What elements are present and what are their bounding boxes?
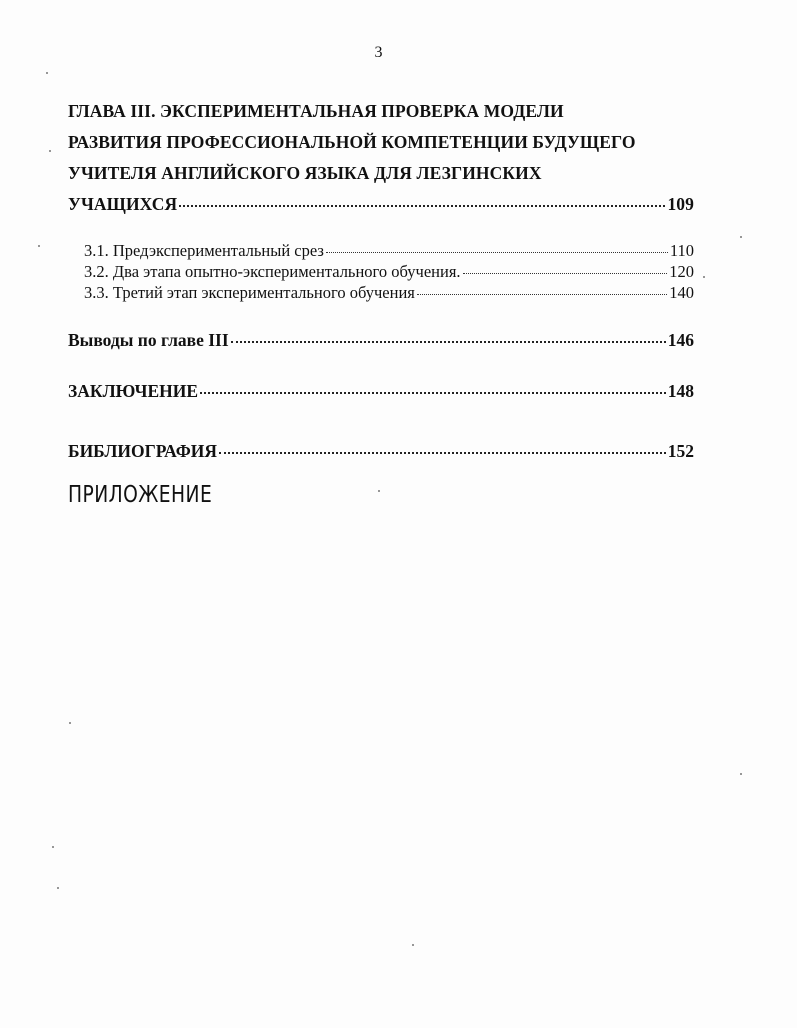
dot-leader — [179, 204, 665, 207]
handwritten-appendix-note: ПРИЛОЖЕНИЕ — [68, 482, 213, 509]
chapter-heading-line-4: УЧАЩИХСЯ — [68, 194, 178, 214]
scan-speck — [740, 236, 742, 238]
scan-speck — [52, 846, 54, 848]
scan-speck — [57, 887, 59, 889]
chapter-heading-last-line — [68, 189, 694, 220]
conclusions-title: Выводы по главе III — [68, 330, 229, 350]
scan-speck — [740, 773, 742, 775]
section-title: 3.2. Два этапа опытно-экспериментального обучения. — [84, 262, 461, 281]
scan-speck — [46, 72, 48, 74]
section-page: 140 — [669, 283, 694, 302]
section-page: 110 — [669, 241, 694, 260]
scan-speck — [69, 722, 71, 724]
scan-speck — [378, 490, 380, 492]
section-title: 3.1. Предэкспериментальный срез — [84, 241, 324, 260]
conclusions-page: 146 — [667, 330, 694, 350]
chapter-heading-line-2: РАЗВИТИЯ ПРОФЕССИОНАЛЬНОЙ КОМПЕТЕНЦИИ БУДУЩЕГО — [68, 132, 636, 152]
scan-speck — [703, 276, 705, 278]
scan-speck — [49, 150, 51, 152]
scan-speck — [38, 245, 40, 247]
section-page: 120 — [669, 262, 694, 281]
section-title: 3.3. Третий этап экспериментального обучения — [84, 283, 415, 302]
toc-entry — [84, 261, 694, 282]
section-list — [84, 240, 694, 303]
chapter-heading-line-1: ГЛАВА III. ЭКСПЕРИМЕНТАЛЬНАЯ ПРОВЕРКА МОДЕЛИ — [68, 101, 564, 121]
chapter-page: 109 — [667, 194, 694, 214]
toc-entry — [84, 282, 694, 303]
toc-entry — [84, 240, 694, 261]
bibliography-page: 152 — [667, 441, 694, 461]
dot-leader — [463, 272, 668, 274]
dot-leader — [326, 251, 668, 253]
dot-leader — [219, 451, 666, 454]
toc-entry-bibliography — [68, 441, 694, 462]
toc-entry-conclusions — [68, 330, 694, 351]
scan-speck — [412, 944, 414, 946]
dot-leader — [231, 340, 666, 343]
conclusion-title: ЗАКЛЮЧЕНИЕ — [68, 381, 199, 401]
conclusion-page: 148 — [667, 381, 694, 401]
bibliography-title: БИБЛИОГРАФИЯ — [68, 441, 217, 461]
page-number: 3 — [374, 44, 383, 61]
chapter-heading — [68, 96, 694, 220]
chapter-heading-line-3: УЧИТЕЛЯ АНГЛИЙСКОГО ЯЗЫКА ДЛЯ ЛЕЗГИНСКИХ — [68, 163, 542, 183]
toc-entry-conclusion — [68, 381, 694, 402]
dot-leader — [417, 293, 667, 295]
dot-leader — [200, 391, 666, 394]
